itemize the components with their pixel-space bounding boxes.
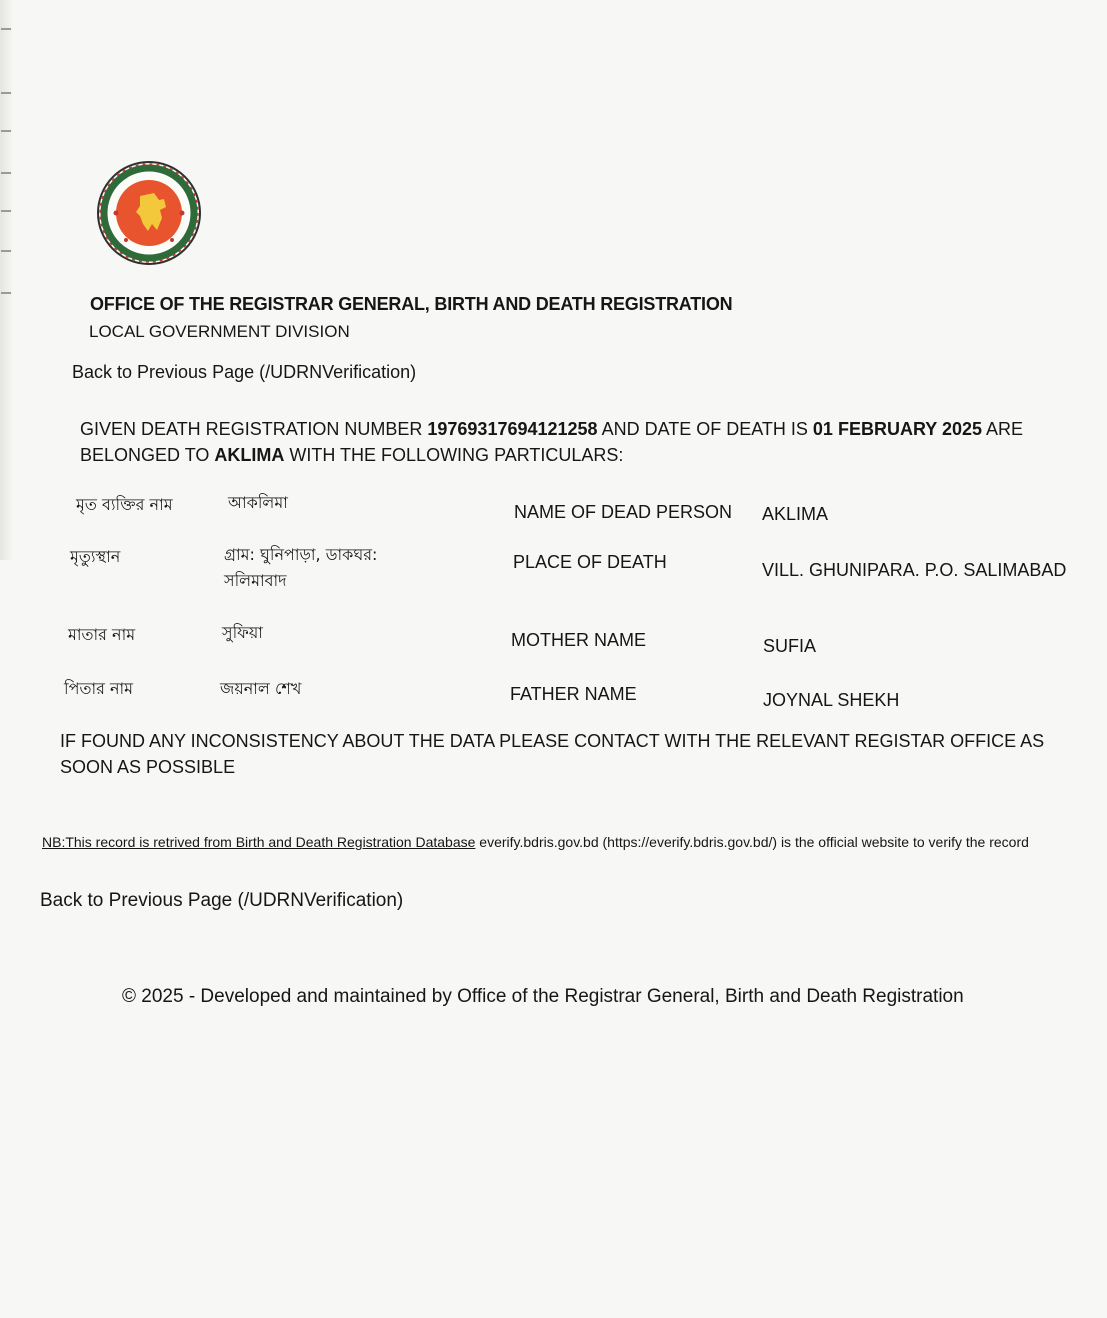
office-subtitle: LOCAL GOVERNMENT DIVISION [89,322,350,341]
en-value: VILL. GHUNIPARA. P.O. SALIMABAD [762,560,1067,580]
date-of-death: 01 FEBRUARY 2025 [812,419,982,439]
en-value: JOYNAL SHEKH [763,690,900,710]
database-link[interactable]: NB:This record is retrived from Birth and Death Registration Database [42,834,476,850]
bn-label: মাতার নাম [68,625,136,644]
table-row [0,542,1107,602]
scan-edge-artifact [0,0,14,560]
nb-note: NB:This record is retrived from Birth and Death Registration Database everify.bdris.gov.bd (https://everify.bdris.gov.bd/) is the official website to verify the record [42,834,1029,850]
bn-label: মৃত্যুস্থান [70,547,121,566]
en-label: NAME OF DEAD PERSON [514,502,733,522]
bangladesh-government-seal-icon [96,160,202,266]
back-to-previous-page-link-bottom[interactable]: Back to Previous Page (/UDRNVerification) [40,890,404,911]
footer-copyright: © 2025 - Developed and maintained by Office of the Registrar General, Birth and Death Registration [122,986,964,1007]
back-to-previous-page-link[interactable]: Back to Previous Page (/UDRNVerification) [72,362,417,382]
bn-value: আকলিমা [228,493,288,512]
intro-statement: GIVEN DEATH REGISTRATION NUMBER 19769317694121258 AND DATE OF DEATH IS 01 FEBRUARY 2025 ARE BELONGED TO AKLIMA WITH THE FOLLOWING PARTICULARS: [80,419,1024,465]
office-title: OFFICE OF THE REGISTRAR GENERAL, BIRTH AND DEATH REGISTRATION [90,294,733,314]
table-row [0,674,1107,724]
bn-value: জয়নাল শেখ [220,679,302,698]
en-value: SUFIA [763,636,817,656]
bn-value: গ্রাম: ঘুনিপাড়া, ডাকঘর: সলিমাবাদ [224,545,378,590]
en-label: PLACE OF DEATH [513,552,667,572]
table-row [0,620,1107,670]
en-label: MOTHER NAME [511,630,646,650]
inconsistency-notice: IF FOUND ANY INCONSISTENCY ABOUT THE DATA PLEASE CONTACT WITH THE RELEVANT REGISTAR OFFICE AS SOON AS POSSIBLE [60,731,1045,777]
en-label: FATHER NAME [510,684,637,704]
bn-label: পিতার নাম [64,679,134,698]
bn-value: সুফিয়া [222,623,263,642]
registration-number: 19769317694121258 [427,419,598,439]
en-value: AKLIMA [762,504,829,524]
bn-label: মৃত ব্যক্তির নাম [76,495,173,514]
table-row [0,490,1107,540]
person-name: AKLIMA [214,445,285,465]
